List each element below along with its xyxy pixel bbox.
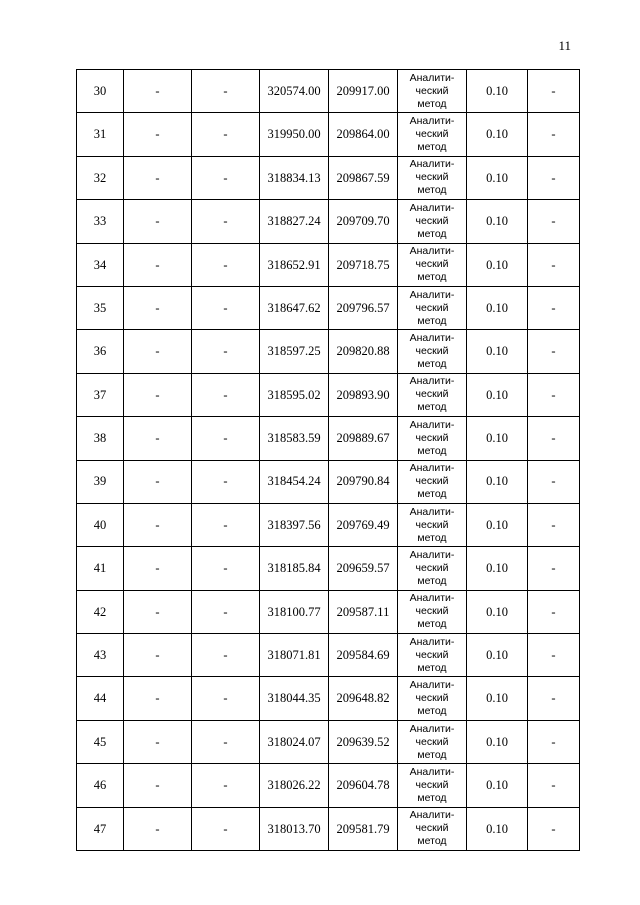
method-text-line: метод: [417, 791, 447, 804]
method-text-line: Аналити-: [409, 332, 455, 345]
x-coordinate-cell: 318024.07: [260, 720, 329, 763]
method-text-line: ческий: [415, 735, 449, 748]
empty-cell: -: [528, 286, 580, 329]
empty-cell: -: [192, 460, 260, 503]
method-cell: [398, 156, 467, 199]
empty-cell: -: [124, 113, 192, 156]
empty-cell: -: [192, 720, 260, 763]
accuracy-cell: 0.10: [467, 503, 528, 546]
method-text-line: метод: [417, 574, 447, 587]
accuracy-cell: 0.10: [467, 547, 528, 590]
method-text-line: ческий: [415, 518, 449, 531]
empty-cell: -: [124, 590, 192, 633]
method-cell: [398, 807, 467, 850]
point-number-cell: 31: [77, 113, 124, 156]
empty-cell: -: [124, 547, 192, 590]
point-number-cell: 40: [77, 503, 124, 546]
accuracy-cell: 0.10: [467, 677, 528, 720]
point-number-cell: 30: [77, 70, 124, 113]
coordinates-table: [76, 69, 580, 851]
accuracy-cell: 0.10: [467, 590, 528, 633]
empty-cell: -: [528, 330, 580, 373]
table-row: [77, 113, 580, 156]
empty-cell: -: [192, 807, 260, 850]
y-coordinate-cell: 209581.79: [329, 807, 398, 850]
method-text-line: метод: [417, 141, 447, 154]
empty-cell: -: [124, 243, 192, 286]
y-coordinate-cell: 209769.49: [329, 503, 398, 546]
table-row: [77, 156, 580, 199]
empty-cell: -: [192, 764, 260, 807]
empty-cell: -: [124, 330, 192, 373]
method-text-line: метод: [417, 401, 447, 414]
method-text-line: ческий: [415, 648, 449, 661]
method-text-line: Аналити-: [409, 505, 455, 518]
method-text-line: Аналити-: [409, 765, 455, 778]
x-coordinate-cell: 318583.59: [260, 417, 329, 460]
y-coordinate-cell: 209796.57: [329, 286, 398, 329]
empty-cell: -: [192, 417, 260, 460]
x-coordinate-cell: 318026.22: [260, 764, 329, 807]
y-coordinate-cell: 209587.11: [329, 590, 398, 633]
empty-cell: -: [528, 590, 580, 633]
point-number-cell: 42: [77, 590, 124, 633]
y-coordinate-cell: 209718.75: [329, 243, 398, 286]
point-number-cell: 34: [77, 243, 124, 286]
y-coordinate-cell: 209584.69: [329, 634, 398, 677]
method-text-line: метод: [417, 835, 447, 848]
method-cell: [398, 200, 467, 243]
page-number: 11: [558, 38, 571, 53]
y-coordinate-cell: 209709.70: [329, 200, 398, 243]
accuracy-cell: 0.10: [467, 330, 528, 373]
empty-cell: -: [124, 720, 192, 763]
table-row: [77, 373, 580, 416]
accuracy-cell: 0.10: [467, 156, 528, 199]
empty-cell: -: [192, 330, 260, 373]
accuracy-cell: 0.10: [467, 373, 528, 416]
empty-cell: -: [528, 807, 580, 850]
empty-cell: -: [192, 373, 260, 416]
method-cell: [398, 70, 467, 113]
empty-cell: -: [192, 200, 260, 243]
empty-cell: -: [192, 547, 260, 590]
empty-cell: -: [124, 460, 192, 503]
method-text-line: Аналити-: [409, 809, 455, 822]
empty-cell: -: [124, 373, 192, 416]
table-row: [77, 590, 580, 633]
table-body: [77, 70, 580, 851]
x-coordinate-cell: 320574.00: [260, 70, 329, 113]
empty-cell: -: [124, 677, 192, 720]
x-coordinate-cell: 318597.25: [260, 330, 329, 373]
method-text-line: метод: [417, 444, 447, 457]
method-cell: [398, 634, 467, 677]
method-text-line: ческий: [415, 258, 449, 271]
point-number-cell: 33: [77, 200, 124, 243]
empty-cell: -: [528, 547, 580, 590]
empty-cell: -: [528, 677, 580, 720]
method-text-line: ческий: [415, 128, 449, 141]
accuracy-cell: 0.10: [467, 286, 528, 329]
table-row: [77, 417, 580, 460]
method-text-line: ческий: [415, 214, 449, 227]
x-coordinate-cell: 319950.00: [260, 113, 329, 156]
method-text-line: ческий: [415, 561, 449, 574]
empty-cell: -: [528, 764, 580, 807]
table-row: [77, 720, 580, 763]
y-coordinate-cell: 209820.88: [329, 330, 398, 373]
y-coordinate-cell: 209893.90: [329, 373, 398, 416]
method-cell: [398, 113, 467, 156]
x-coordinate-cell: 318397.56: [260, 503, 329, 546]
method-text-line: Аналити-: [409, 201, 455, 214]
empty-cell: -: [528, 200, 580, 243]
method-text-line: метод: [417, 661, 447, 674]
method-text-line: Аналити-: [409, 158, 455, 171]
method-text-line: метод: [417, 618, 447, 631]
accuracy-cell: 0.10: [467, 764, 528, 807]
method-text-line: Аналити-: [409, 245, 455, 258]
method-text-line: метод: [417, 531, 447, 544]
empty-cell: -: [124, 807, 192, 850]
table-row: [77, 460, 580, 503]
y-coordinate-cell: 209917.00: [329, 70, 398, 113]
empty-cell: -: [192, 503, 260, 546]
empty-cell: -: [528, 373, 580, 416]
method-text-line: Аналити-: [409, 592, 455, 605]
method-cell: [398, 503, 467, 546]
method-text-line: Аналити-: [409, 71, 455, 84]
point-number-cell: 44: [77, 677, 124, 720]
accuracy-cell: 0.10: [467, 70, 528, 113]
point-number-cell: 47: [77, 807, 124, 850]
method-text-line: Аналити-: [409, 635, 455, 648]
method-cell: [398, 590, 467, 633]
method-text-line: метод: [417, 748, 447, 761]
empty-cell: -: [528, 113, 580, 156]
method-text-line: Аналити-: [409, 722, 455, 735]
y-coordinate-cell: 209889.67: [329, 417, 398, 460]
empty-cell: -: [528, 70, 580, 113]
empty-cell: -: [192, 243, 260, 286]
method-text-line: метод: [417, 271, 447, 284]
method-text-line: ческий: [415, 171, 449, 184]
table-row: [77, 547, 580, 590]
empty-cell: -: [124, 503, 192, 546]
method-cell: [398, 764, 467, 807]
empty-cell: -: [124, 70, 192, 113]
table-row: [77, 330, 580, 373]
point-number-cell: 35: [77, 286, 124, 329]
accuracy-cell: 0.10: [467, 417, 528, 460]
point-number-cell: 46: [77, 764, 124, 807]
method-cell: [398, 330, 467, 373]
empty-cell: -: [528, 503, 580, 546]
x-coordinate-cell: 318100.77: [260, 590, 329, 633]
method-cell: [398, 243, 467, 286]
table-row: [77, 634, 580, 677]
point-number-cell: 39: [77, 460, 124, 503]
method-text-line: ческий: [415, 475, 449, 488]
y-coordinate-cell: 209790.84: [329, 460, 398, 503]
y-coordinate-cell: 209604.78: [329, 764, 398, 807]
x-coordinate-cell: 318652.91: [260, 243, 329, 286]
point-number-cell: 45: [77, 720, 124, 763]
accuracy-cell: 0.10: [467, 113, 528, 156]
method-text-line: метод: [417, 705, 447, 718]
empty-cell: -: [528, 156, 580, 199]
x-coordinate-cell: 318595.02: [260, 373, 329, 416]
x-coordinate-cell: 318044.35: [260, 677, 329, 720]
table-row: [77, 243, 580, 286]
method-text-line: ческий: [415, 345, 449, 358]
method-text-line: Аналити-: [409, 418, 455, 431]
method-cell: [398, 417, 467, 460]
method-text-line: метод: [417, 97, 447, 110]
empty-cell: -: [192, 590, 260, 633]
accuracy-cell: 0.10: [467, 807, 528, 850]
point-number-cell: 36: [77, 330, 124, 373]
empty-cell: -: [528, 720, 580, 763]
accuracy-cell: 0.10: [467, 720, 528, 763]
x-coordinate-cell: 318834.13: [260, 156, 329, 199]
method-text-line: Аналити-: [409, 548, 455, 561]
method-text-line: метод: [417, 488, 447, 501]
method-cell: [398, 373, 467, 416]
method-text-line: ческий: [415, 431, 449, 444]
accuracy-cell: 0.10: [467, 243, 528, 286]
method-text-line: метод: [417, 358, 447, 371]
method-text-line: ческий: [415, 84, 449, 97]
x-coordinate-cell: 318454.24: [260, 460, 329, 503]
empty-cell: -: [192, 70, 260, 113]
table-row: [77, 677, 580, 720]
method-text-line: Аналити-: [409, 288, 455, 301]
table-row: [77, 503, 580, 546]
method-text-line: Аналити-: [409, 679, 455, 692]
accuracy-cell: 0.10: [467, 200, 528, 243]
table-row: [77, 807, 580, 850]
point-number-cell: 41: [77, 547, 124, 590]
x-coordinate-cell: 318647.62: [260, 286, 329, 329]
empty-cell: -: [192, 286, 260, 329]
method-text-line: Аналити-: [409, 375, 455, 388]
empty-cell: -: [124, 156, 192, 199]
table-row: [77, 200, 580, 243]
method-text-line: ческий: [415, 822, 449, 835]
x-coordinate-cell: 318013.70: [260, 807, 329, 850]
method-text-line: ческий: [415, 605, 449, 618]
x-coordinate-cell: 318071.81: [260, 634, 329, 677]
empty-cell: -: [124, 634, 192, 677]
method-text-line: ческий: [415, 778, 449, 791]
y-coordinate-cell: 209864.00: [329, 113, 398, 156]
empty-cell: -: [124, 200, 192, 243]
y-coordinate-cell: 209648.82: [329, 677, 398, 720]
point-number-cell: 32: [77, 156, 124, 199]
method-text-line: метод: [417, 227, 447, 240]
empty-cell: -: [192, 113, 260, 156]
method-cell: [398, 547, 467, 590]
empty-cell: -: [192, 677, 260, 720]
method-text-line: ческий: [415, 388, 449, 401]
table-row: [77, 764, 580, 807]
accuracy-cell: 0.10: [467, 460, 528, 503]
method-cell: [398, 460, 467, 503]
method-text-line: метод: [417, 314, 447, 327]
y-coordinate-cell: 209659.57: [329, 547, 398, 590]
method-cell: [398, 677, 467, 720]
empty-cell: -: [192, 156, 260, 199]
accuracy-cell: 0.10: [467, 634, 528, 677]
method-text-line: метод: [417, 184, 447, 197]
point-number-cell: 43: [77, 634, 124, 677]
x-coordinate-cell: 318185.84: [260, 547, 329, 590]
empty-cell: -: [124, 417, 192, 460]
method-cell: [398, 286, 467, 329]
empty-cell: -: [528, 460, 580, 503]
method-text-line: ческий: [415, 301, 449, 314]
method-text-line: ческий: [415, 692, 449, 705]
empty-cell: -: [192, 634, 260, 677]
point-number-cell: 38: [77, 417, 124, 460]
y-coordinate-cell: 209639.52: [329, 720, 398, 763]
empty-cell: -: [124, 286, 192, 329]
empty-cell: -: [528, 634, 580, 677]
point-number-cell: 37: [77, 373, 124, 416]
method-cell: [398, 720, 467, 763]
empty-cell: -: [528, 417, 580, 460]
empty-cell: -: [528, 243, 580, 286]
y-coordinate-cell: 209867.59: [329, 156, 398, 199]
table-row: [77, 70, 580, 113]
x-coordinate-cell: 318827.24: [260, 200, 329, 243]
method-text-line: Аналити-: [409, 462, 455, 475]
empty-cell: -: [124, 764, 192, 807]
table-row: [77, 286, 580, 329]
method-text-line: Аналити-: [409, 115, 455, 128]
